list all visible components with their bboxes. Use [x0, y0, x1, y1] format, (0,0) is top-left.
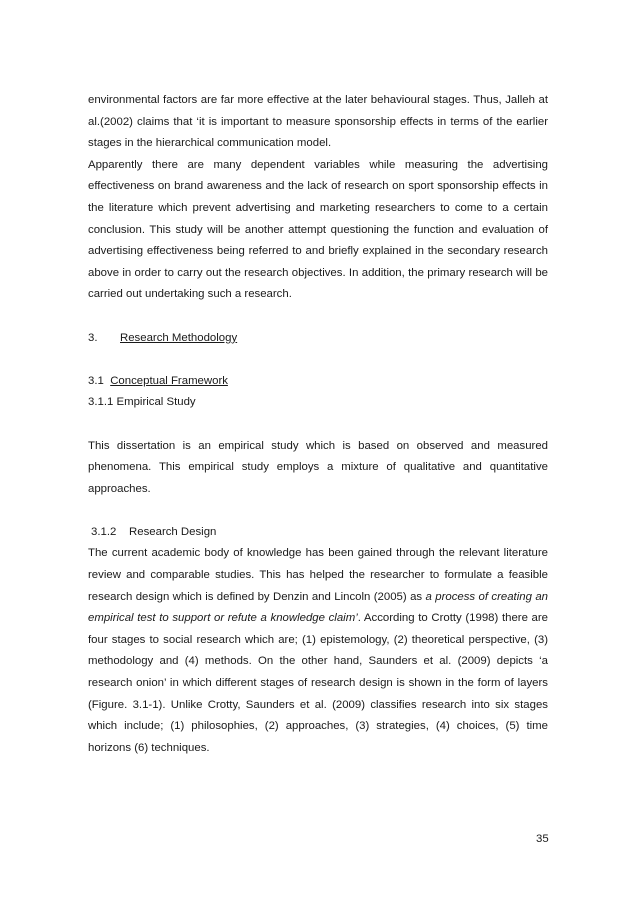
- research-design-text-start: The current academic body of knowledge has been gained through the relevant literature review and comparable studies. This has helped the researcher to formulate a feasible research design which is defined by Denzin and Lincoln (2005) as: [88, 547, 548, 603]
- research-design-text-end: . According to Crotty (1998) there are four stages to social research which are; (1) epistemology, (2) theoretical perspective, (3) methodology and (4) methods. On the other hand, Saunders et al. (2009) depicts ‘a research onion’ in which different stages of research design is shown in the form of layers (Figure. 3.1-1). Unlike Crotty, Saunders et al. (2009) classifies research into six stages which include; (1) philosophies, (2) approaches, (3) strategies, (4) choices, (5) time horizons (6) techniques.: [88, 612, 549, 754]
- section-3-1-1-heading: 3.1.1 Empirical Study: [88, 396, 196, 409]
- spacer: [88, 306, 548, 328]
- spacer: [88, 414, 548, 436]
- section-3-1-heading: [88, 371, 548, 393]
- paragraph-intro: environmental factors are far more effective at the later behavioural stages. Thus, Jalleh at al.(2002) claims that ‘it is important to measure sponsorship effects in terms of the earlier stages in the hierarchical communication model.: [88, 94, 548, 150]
- section-3-1-2-title: Research Design: [129, 525, 217, 538]
- section-3-1-title: Conceptual Framework: [110, 374, 228, 387]
- spacer: [88, 349, 548, 371]
- section-3-1-2-heading: [88, 522, 548, 544]
- section-3-heading: [88, 328, 548, 350]
- paragraph-variables: Apparently there are many dependent variables while measuring the advertising effectiveness on brand awareness and the lack of research on sport sponsorship effects in the literature which prevent advertising and marketing researchers to come to a certain conclusion. This study will be another attempt questioning the function and evaluation of advertising effectiveness being referred to and briefly explained in the secondary research above in order to carry out the research objectives. In addition, the primary research will be carried out undertaking such a research.: [88, 158, 548, 301]
- section-3-1-number: 3.1: [88, 374, 104, 387]
- section-3-number: 3.: [88, 331, 98, 344]
- section-3-title: Research Methodology: [120, 331, 238, 344]
- section-3-1-2-number: 3.1.2: [91, 525, 117, 538]
- document-body: [88, 90, 548, 759]
- research-design-quote: a process of creating an empirical test to support or refute a knowledge claim’: [88, 590, 548, 625]
- paragraph-research-design: [88, 543, 548, 759]
- page-number: 35: [536, 833, 549, 845]
- spacer: [88, 500, 548, 522]
- paragraph-empirical: This dissertation is an empirical study which is based on observed and measured phenomena. This empirical study employs a mixture of qualitative and quantitative approaches.: [88, 439, 548, 495]
